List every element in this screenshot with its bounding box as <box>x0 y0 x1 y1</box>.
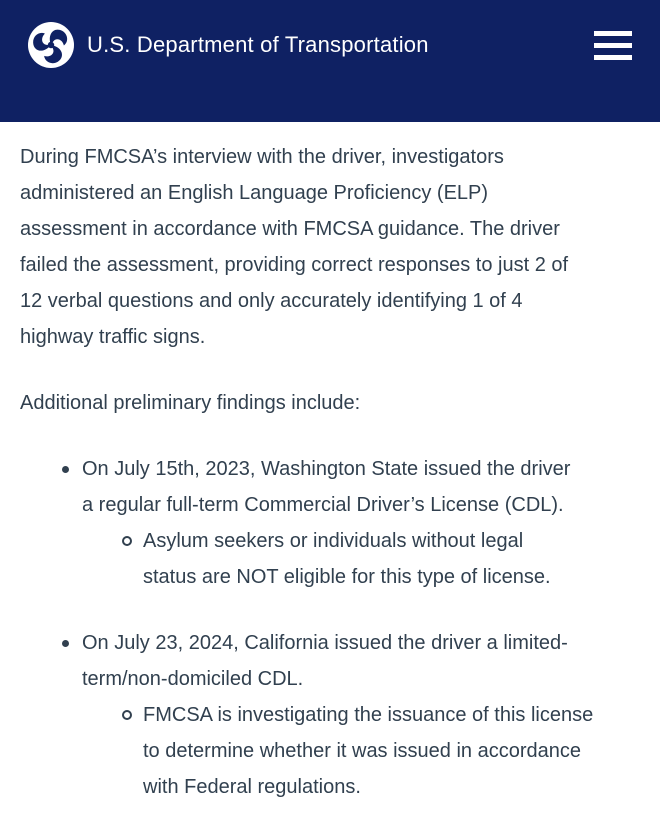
list-item-line: a regular full-term Commercial Driver’s License (CDL). <box>82 494 564 516</box>
sub-list-item-line: Asylum seekers or individuals without legal <box>143 530 524 552</box>
sub-list <box>82 697 640 805</box>
paragraph-line: assessment in accordance with FMCSA guidance. The driver <box>20 218 560 240</box>
hamburger-bar <box>594 31 632 36</box>
sub-list-item-line: to determine whether it was issued in accordance <box>143 740 582 762</box>
sub-list-item-asylum-eligibility <box>82 523 640 595</box>
hamburger-bar <box>594 55 632 60</box>
sub-bullet-marker <box>122 536 132 546</box>
hamburger-bar <box>594 43 632 48</box>
sub-list-item-license-investigation <box>82 697 640 805</box>
list-item-line: On July 15th, 2023, Washington State issued the driver <box>82 458 571 480</box>
findings-list <box>20 451 640 805</box>
home-link[interactable] <box>28 22 429 68</box>
bullet-marker <box>62 466 69 473</box>
sub-list-item-line: status are NOT eligible for this type of license. <box>143 566 551 588</box>
bullet-marker <box>62 640 69 647</box>
dot-triskelion-logo-icon <box>28 22 74 68</box>
paragraph-line: administered an English Language Proficiency (ELP) <box>20 182 489 204</box>
sub-list-item-line: FMCSA is investigating the issuance of this license <box>143 704 594 726</box>
site-title: U.S. Department of Transportation <box>87 32 429 57</box>
paragraph-intro <box>20 139 640 355</box>
list-item-california-cdl <box>20 625 640 805</box>
list-item-washington-cdl <box>20 451 640 595</box>
paragraph-line: highway traffic signs. <box>20 326 206 348</box>
sub-bullet-marker <box>122 710 132 720</box>
hamburger-menu-button[interactable] <box>594 31 632 60</box>
paragraph-line: 12 verbal questions and only accurately identifying 1 of 4 <box>20 290 523 312</box>
list-item-line: term/non-domiciled CDL. <box>82 668 304 690</box>
paragraph-line: During FMCSA’s interview with the driver, investigators <box>20 146 504 168</box>
list-item-line: On July 23, 2024, California issued the driver a limited- <box>82 632 568 654</box>
article-content <box>0 122 660 805</box>
paragraph-line: failed the assessment, providing correct responses to just 2 of <box>20 254 569 276</box>
sub-list-item-line: with Federal regulations. <box>143 776 361 798</box>
paragraph-findings-lead: Additional preliminary findings include: <box>20 392 361 414</box>
sub-list <box>82 523 640 595</box>
site-header <box>0 0 660 122</box>
